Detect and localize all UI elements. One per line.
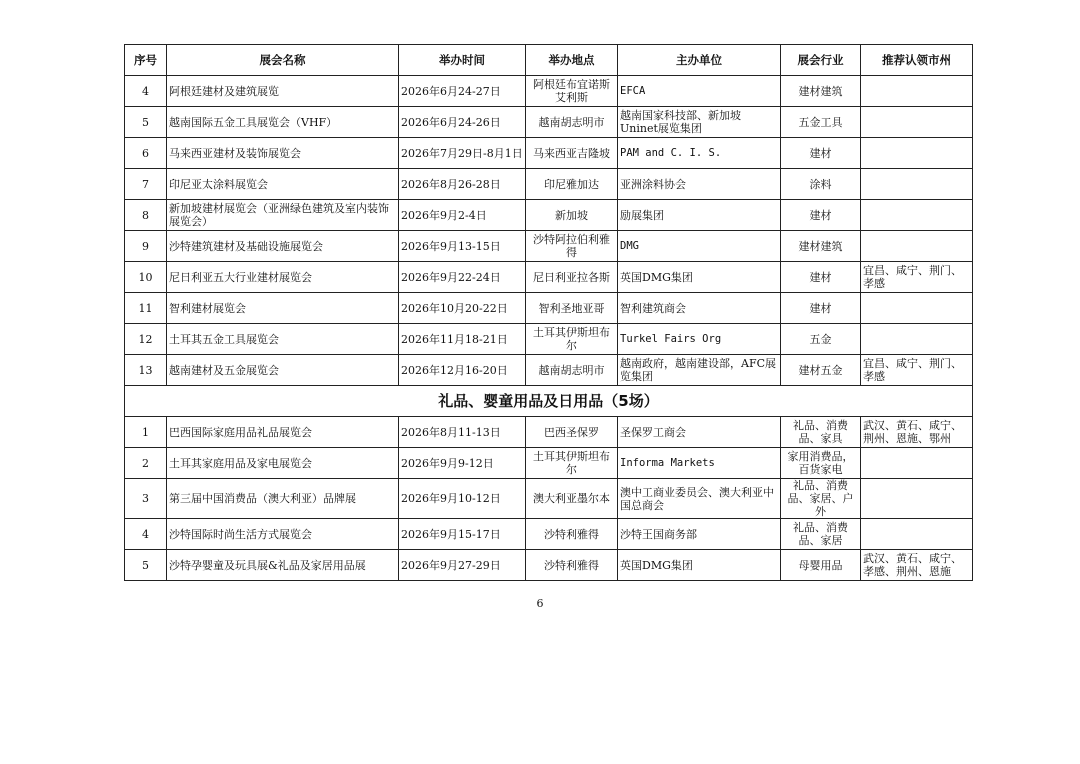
cell-industry: 母婴用品 xyxy=(781,550,861,581)
cell-time: 2026年7月29日-8月1日 xyxy=(399,138,526,169)
cell-organizer: 英国DMG集团 xyxy=(618,262,781,293)
cell-recommended xyxy=(861,76,973,107)
cell-place: 沙特利雅得 xyxy=(526,519,618,550)
cell-number: 5 xyxy=(125,107,167,138)
cell-time: 2026年8月11-13日 xyxy=(399,417,526,448)
cell-organizer: 英国DMG集团 xyxy=(618,550,781,581)
cell-organizer: 亚洲涂料协会 xyxy=(618,169,781,200)
table-row xyxy=(125,231,973,262)
cell-number: 1 xyxy=(125,417,167,448)
cell-time: 2026年8月26-28日 xyxy=(399,169,526,200)
cell-number: 11 xyxy=(125,293,167,324)
cell-exhibition-name: 马来西亚建材及装饰展览会 xyxy=(167,138,399,169)
cell-time: 2026年9月9-12日 xyxy=(399,448,526,479)
table-row xyxy=(125,107,973,138)
cell-exhibition-name: 新加坡建材展览会（亚洲绿色建筑及室内装饰展览会） xyxy=(167,200,399,231)
cell-recommended xyxy=(861,519,973,550)
cell-industry: 五金 xyxy=(781,324,861,355)
table-row xyxy=(125,479,973,519)
cell-time: 2026年9月22-24日 xyxy=(399,262,526,293)
cell-recommended: 武汉、黄石、咸宁、孝感、荆州、恩施 xyxy=(861,550,973,581)
header-cell-industry: 展会行业 xyxy=(781,45,861,76)
cell-industry: 礼品、消费品、家居 xyxy=(781,519,861,550)
cell-exhibition-name: 沙特国际时尚生活方式展览会 xyxy=(167,519,399,550)
cell-exhibition-name: 第三届中国消费品（澳大利亚）品牌展 xyxy=(167,479,399,519)
table-row xyxy=(125,324,973,355)
cell-place: 尼日利亚拉各斯 xyxy=(526,262,618,293)
cell-exhibition-name: 阿根廷建材及建筑展览 xyxy=(167,76,399,107)
cell-time: 2026年9月27-29日 xyxy=(399,550,526,581)
cell-exhibition-name: 土耳其家庭用品及家电展览会 xyxy=(167,448,399,479)
cell-exhibition-name: 巴西国际家庭用品礼品展览会 xyxy=(167,417,399,448)
cell-place: 沙特阿拉伯利雅得 xyxy=(526,231,618,262)
table-row xyxy=(125,293,973,324)
cell-number: 2 xyxy=(125,448,167,479)
cell-recommended xyxy=(861,169,973,200)
cell-organizer: Informa Markets xyxy=(618,448,781,479)
cell-industry: 建材五金 xyxy=(781,355,861,386)
cell-organizer: EFCA xyxy=(618,76,781,107)
cell-industry: 礼品、消费品、家居、户外 xyxy=(781,479,861,519)
exhibition-table xyxy=(124,44,973,581)
table-header-row xyxy=(125,45,973,76)
cell-exhibition-name: 尼日利亚五大行业建材展览会 xyxy=(167,262,399,293)
cell-time: 2026年9月2-4日 xyxy=(399,200,526,231)
cell-time: 2026年9月10-12日 xyxy=(399,479,526,519)
cell-industry: 建材 xyxy=(781,138,861,169)
cell-time: 2026年9月15-17日 xyxy=(399,519,526,550)
header-cell-name: 展会名称 xyxy=(167,45,399,76)
cell-place: 新加坡 xyxy=(526,200,618,231)
cell-time: 2026年9月13-15日 xyxy=(399,231,526,262)
cell-recommended: 宜昌、咸宁、荆门、孝感 xyxy=(861,355,973,386)
cell-industry: 建材 xyxy=(781,200,861,231)
header-cell-time: 举办时间 xyxy=(399,45,526,76)
cell-place: 马来西亚吉隆坡 xyxy=(526,138,618,169)
cell-organizer: Turkel Fairs Org xyxy=(618,324,781,355)
cell-place: 土耳其伊斯坦布尔 xyxy=(526,324,618,355)
table-body-gifts xyxy=(125,417,973,581)
table-row xyxy=(125,169,973,200)
cell-organizer: 澳中工商业委员会、澳大利亚中国总商会 xyxy=(618,479,781,519)
cell-exhibition-name: 越南建材及五金展览会 xyxy=(167,355,399,386)
cell-place: 阿根廷布宜诺斯艾利斯 xyxy=(526,76,618,107)
cell-industry: 涂料 xyxy=(781,169,861,200)
table-row xyxy=(125,262,973,293)
cell-recommended xyxy=(861,293,973,324)
cell-organizer: DMG xyxy=(618,231,781,262)
header-cell-recommended: 推荐认领市州 xyxy=(861,45,973,76)
cell-industry: 建材建筑 xyxy=(781,76,861,107)
cell-place: 越南胡志明市 xyxy=(526,355,618,386)
table-row xyxy=(125,76,973,107)
table-row xyxy=(125,519,973,550)
cell-recommended: 武汉、黄石、咸宁、荆州、恩施、鄂州 xyxy=(861,417,973,448)
cell-exhibition-name: 印尼亚太涂料展览会 xyxy=(167,169,399,200)
cell-number: 6 xyxy=(125,138,167,169)
table-row xyxy=(125,448,973,479)
header-cell-number: 序号 xyxy=(125,45,167,76)
cell-place: 澳大利亚墨尔本 xyxy=(526,479,618,519)
cell-place: 智利圣地亚哥 xyxy=(526,293,618,324)
cell-industry: 建材建筑 xyxy=(781,231,861,262)
cell-recommended xyxy=(861,479,973,519)
cell-number: 8 xyxy=(125,200,167,231)
cell-recommended xyxy=(861,231,973,262)
cell-exhibition-name: 越南国际五金工具展览会（VHF） xyxy=(167,107,399,138)
cell-number: 4 xyxy=(125,519,167,550)
cell-time: 2026年6月24-27日 xyxy=(399,76,526,107)
table-section xyxy=(125,386,973,417)
cell-recommended xyxy=(861,138,973,169)
cell-exhibition-name: 智利建材展览会 xyxy=(167,293,399,324)
cell-exhibition-name: 土耳其五金工具展览会 xyxy=(167,324,399,355)
cell-time: 2026年6月24-26日 xyxy=(399,107,526,138)
header-cell-organizer: 主办单位 xyxy=(618,45,781,76)
cell-number: 10 xyxy=(125,262,167,293)
cell-number: 13 xyxy=(125,355,167,386)
cell-place: 巴西圣保罗 xyxy=(526,417,618,448)
header-cell-place: 举办地点 xyxy=(526,45,618,76)
cell-industry: 五金工具 xyxy=(781,107,861,138)
cell-place: 沙特利雅得 xyxy=(526,550,618,581)
cell-industry: 礼品、消费品、家具 xyxy=(781,417,861,448)
cell-place: 土耳其伊斯坦布尔 xyxy=(526,448,618,479)
cell-place: 印尼雅加达 xyxy=(526,169,618,200)
cell-industry: 家用消费品，百货家电 xyxy=(781,448,861,479)
section-title: 礼品、婴童用品及日用品（5场） xyxy=(125,386,973,417)
page-number: 6 xyxy=(536,597,544,610)
cell-organizer: PAM and C. I. S. xyxy=(618,138,781,169)
table-row xyxy=(125,355,973,386)
cell-time: 2026年12月16-20日 xyxy=(399,355,526,386)
cell-recommended xyxy=(861,448,973,479)
cell-number: 5 xyxy=(125,550,167,581)
cell-time: 2026年10月20-22日 xyxy=(399,293,526,324)
cell-organizer: 励展集团 xyxy=(618,200,781,231)
table-body-building-materials xyxy=(125,76,973,386)
cell-number: 12 xyxy=(125,324,167,355)
cell-organizer: 圣保罗工商会 xyxy=(618,417,781,448)
cell-number: 9 xyxy=(125,231,167,262)
table-row xyxy=(125,550,973,581)
cell-organizer: 沙特王国商务部 xyxy=(618,519,781,550)
cell-number: 3 xyxy=(125,479,167,519)
cell-industry: 建材 xyxy=(781,262,861,293)
cell-exhibition-name: 沙特建筑建材及基础设施展览会 xyxy=(167,231,399,262)
cell-organizer: 越南国家科技部、新加坡Uninet展览集团 xyxy=(618,107,781,138)
table-row xyxy=(125,138,973,169)
cell-number: 4 xyxy=(125,76,167,107)
section-row xyxy=(125,386,973,417)
cell-industry: 建材 xyxy=(781,293,861,324)
cell-exhibition-name: 沙特孕婴童及玩具展&礼品及家居用品展 xyxy=(167,550,399,581)
table-row xyxy=(125,417,973,448)
cell-recommended: 宜昌、咸宁、荆门、孝感 xyxy=(861,262,973,293)
cell-number: 7 xyxy=(125,169,167,200)
cell-time: 2026年11月18-21日 xyxy=(399,324,526,355)
cell-place: 越南胡志明市 xyxy=(526,107,618,138)
table-row xyxy=(125,200,973,231)
cell-recommended xyxy=(861,324,973,355)
cell-organizer: 越南政府，越南建设部，AFC展览集团 xyxy=(618,355,781,386)
cell-organizer: 智利建筑商会 xyxy=(618,293,781,324)
cell-recommended xyxy=(861,200,973,231)
cell-recommended xyxy=(861,107,973,138)
